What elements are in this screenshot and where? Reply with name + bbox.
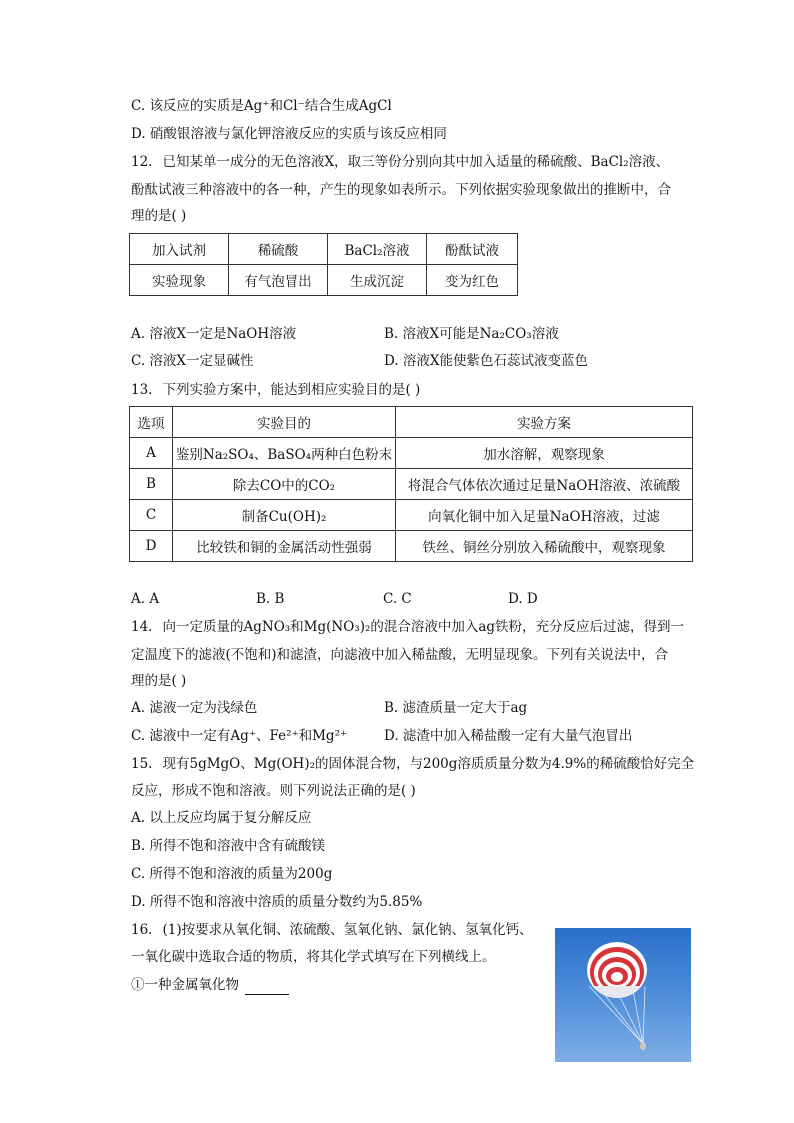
- table-row: [130, 438, 693, 469]
- table-cell: 将混合气体依次通过足量NaOH溶液、浓硫酸: [396, 469, 693, 500]
- q16-text3: ①一种金属氧化物: [131, 977, 239, 993]
- table-cell: 变为红色: [427, 265, 518, 296]
- q14-option-c: C. 滤液中一定有Ag⁺、Fe²⁺和Mg²⁺: [131, 728, 348, 744]
- q15-stem-line1: [131, 754, 694, 774]
- table-row: [130, 500, 693, 531]
- table-row: [130, 407, 693, 438]
- q13-table: [129, 406, 693, 562]
- q14-option-a: A. 滤液一定为浅绿色: [131, 700, 258, 716]
- table-cell: 加入试剂: [130, 234, 229, 265]
- table-cell: 选项: [130, 407, 173, 438]
- q14-stem-line3: 理的是( ): [131, 673, 187, 689]
- table-cell: BaCl₂溶液: [328, 234, 427, 265]
- q13-stem-line1: [131, 380, 420, 400]
- table-cell: B: [130, 469, 173, 500]
- table-row: [130, 531, 693, 562]
- q12-number: 12.: [131, 154, 153, 170]
- q14-option-d: D. 滤渣中加入稀盐酸一定有大量气泡冒出: [384, 728, 633, 744]
- table-cell: 实验目的: [173, 407, 396, 438]
- q15-number: 15.: [131, 756, 153, 772]
- q14-stem-line2: 定温度下的滤液(不饱和)和滤渣，向滤液中加入稀盐酸，无明显现象。下列有关说法中，合: [131, 647, 669, 663]
- q14-number: 14.: [131, 619, 153, 635]
- q14-stem-line1: [131, 617, 684, 637]
- table-cell: 实验现象: [130, 265, 229, 296]
- table-cell: 实验方案: [396, 407, 693, 438]
- table-cell: 酚酞试液: [427, 234, 518, 265]
- q15-text1: 现有5gMgO、Mg(OH)₂的固体混合物，与200g溶质质量分数为4.9%的稀硫酸恰好完全: [162, 756, 695, 772]
- q15-option-d: D. 所得不饱和溶液中溶质的质量分数约为5.85%: [131, 894, 423, 910]
- q15-option-b: B. 所得不饱和溶液中含有硫酸镁: [131, 838, 326, 854]
- table-row: [130, 469, 693, 500]
- table-cell: 生成沉淀: [328, 265, 427, 296]
- q15-option-c: C. 所得不饱和溶液的质量为200g: [131, 866, 333, 882]
- q16-text1: (1)按要求从氧化铜、浓硫酸、氢氧化钠、氯化钠、氢氧化钙、: [162, 922, 533, 938]
- table-cell: 有气泡冒出: [229, 265, 328, 296]
- parachute-icon: [555, 928, 691, 1062]
- q13-option-d: D. D: [508, 591, 538, 607]
- q13-option-a: A. A: [131, 591, 160, 607]
- q16-stem-line1: [131, 920, 533, 940]
- table-row: [130, 265, 518, 296]
- q12-option-c: C. 溶液X一定显碱性: [131, 353, 254, 369]
- table-row: [130, 234, 518, 265]
- q13-text1: 下列实验方案中，能达到相应实验目的是( ): [162, 382, 421, 398]
- q12-option-d: D. 溶液X能使紫色石蕊试液变蓝色: [384, 353, 589, 369]
- table-cell: A: [130, 438, 173, 469]
- table-cell: 铁丝、铜丝分别放入稀硫酸中，观察现象: [396, 531, 693, 562]
- q14-text1: 向一定质量的AgNO₃和Mg(NO₃)₂的混合溶液中加入ag铁粉，充分反应后过滤，得到一: [162, 619, 685, 635]
- q13-option-b: B. B: [256, 591, 285, 607]
- table-cell: D: [130, 531, 173, 562]
- parachute-photo: [555, 928, 691, 1062]
- table-cell: 向氧化铜中加入足量NaOH溶液，过滤: [396, 500, 693, 531]
- q12-option-a: A. 溶液X一定是NaOH溶液: [131, 326, 297, 342]
- q12-table: [129, 233, 518, 296]
- table-cell: C: [130, 500, 173, 531]
- table-cell: 比较铁和铜的金属活动性强弱: [173, 531, 396, 562]
- answer-blank[interactable]: [245, 980, 289, 995]
- q15-stem-line2: 反应，形成不饱和溶液。则下列说法正确的是( ): [131, 783, 416, 799]
- q16-number: 16.: [131, 922, 153, 938]
- q11-option-d: D. 硝酸银溶液与氯化钾溶液反应的实质与该反应相同: [131, 126, 447, 142]
- q12-stem-line3: 理的是( ): [131, 208, 187, 224]
- q12-stem-line2: 酚酞试液三种溶液中的各一种，产生的现象如表所示。下列依据实验现象做出的推断中，合: [131, 182, 671, 198]
- q13-number: 13.: [131, 382, 153, 398]
- q14-option-b: B. 滤渣质量一定大于ag: [384, 700, 528, 716]
- table-cell: 加水溶解，观察现象: [396, 438, 693, 469]
- q16-stem-line3: [131, 975, 289, 995]
- q16-stem-line2: 一氧化碳中选取合适的物质，将其化学式填写在下列横线上。: [131, 949, 496, 965]
- q13-option-c: C. C: [383, 591, 412, 607]
- q12-option-b: B. 溶液X可能是Na₂CO₃溶液: [384, 326, 559, 342]
- q15-option-a: A. 以上反应均属于复分解反应: [131, 810, 312, 826]
- table-cell: 稀硫酸: [229, 234, 328, 265]
- q12-text1: 已知某单一成分的无色溶液X，取三等份分别向其中加入适量的稀硫酸、BaCl₂溶液、: [162, 154, 670, 170]
- table-cell: 除去CO中的CO₂: [173, 469, 396, 500]
- table-cell: 制备Cu(OH)₂: [173, 500, 396, 531]
- q12-stem-line1: [131, 152, 669, 172]
- q11-option-c: C. 该反应的实质是Ag⁺和Cl⁻结合生成AgCl: [131, 98, 392, 114]
- table-cell: 鉴别Na₂SO₄、BaSO₄两种白色粉末: [173, 438, 396, 469]
